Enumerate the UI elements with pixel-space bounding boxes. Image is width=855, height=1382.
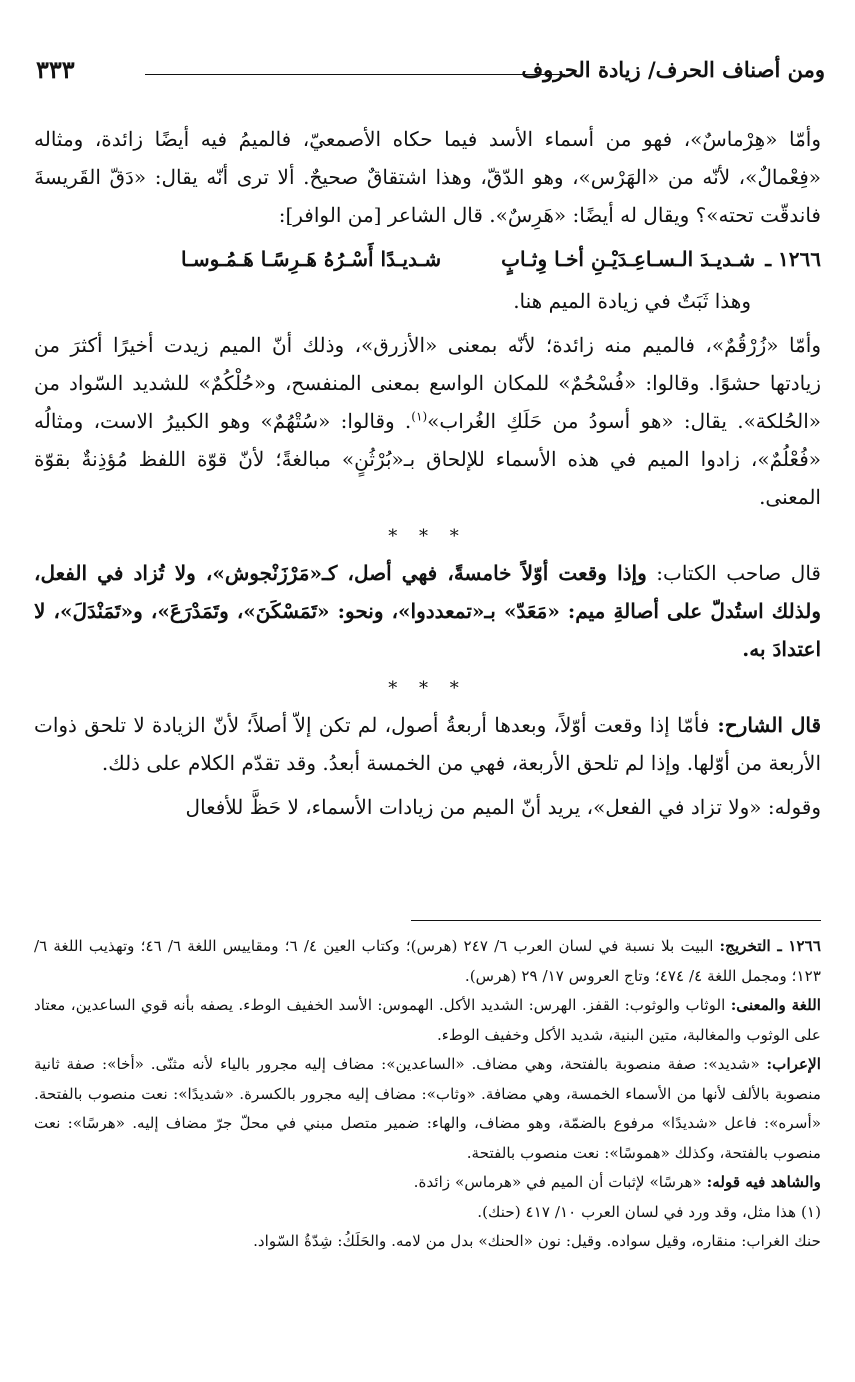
author-text: وإذا وقعت أوّلاً خامسةً، فهي أصل، كـ«مَرْزَنْجوش»، ولا تُزاد في الفعل، ولذلك استُدلّ على أصالةِ ميم: «مَعَدّ» بـ«تمعددوا»، ونحو: «تَمَسْكَنَ»، وتَمَدْرَعَ»، و«تَمَنْدَلَ»، لا اعتدادَ به. — [34, 561, 821, 661]
lugha-label: اللغة والمعنى: — [730, 996, 821, 1014]
verse-second-hemistich: شـديـدًا أَسْـرُهُ هَـرِسًـا هَـمُـوسـا — [180, 247, 442, 271]
section-divider-stars-2: * * * — [388, 678, 467, 699]
takhrij-label: ١٢٦٦ ـ التخريج: — [719, 937, 821, 955]
header-rule — [145, 74, 565, 75]
section-divider-stars: * * * — [388, 526, 467, 547]
shahid-text: «هرسًا» لإثبات أن الميم في «هرماس» زائدة. — [413, 1173, 707, 1191]
commentator-label: قال الشارح: — [709, 713, 822, 737]
verse-number: ١٢٦٦ ـ — [765, 247, 821, 271]
footnotes — [34, 932, 821, 1257]
paragraph-zurqum-text: وأمّا «زُرْقُمٌ»، فالميم منه زائدة؛ لأنّه بمعنى «الأزرق»، وذلك أنّ الميم زيدت أخيرًا أكثرَ من زيادتها حشوًا. وقالوا: «فُسْحُمٌ» للمكان الواسع بمعنى المنفسح، و«حُلْكُمٌ» للشديد السّواد من «الحُلكة». يقال: «هو أسودُ من حَلَكِ الغُراب» — [34, 333, 821, 433]
footnote-ref-1[interactable]: (١) — [411, 409, 428, 424]
page-number: ٣٣٣ — [36, 55, 75, 84]
verse-1266 — [34, 240, 821, 278]
paragraph-hirmas: وأمّا «هِرْماسٌ»، فهو من أسماء الأسد فيما حكاه الأصمعيّ، فالميمُ فيه أيضًا زائدة، ومثاله «فِعْمالٌ»، لأنّه من «الهَرْس»، وهو الدّقّ، وهذا اشتقاقٌ صحيحٌ. ألا ترى أنّه يقال: «دَقّ القَريسةَ فاندقّت تحته»؟ ويقال له أيضًا: «هَرِسٌ». قال الشاعر [من الوافر]: — [34, 127, 821, 227]
paragraph-author — [34, 554, 821, 668]
author-label: قال صاحب الكتاب: — [646, 561, 821, 585]
main-text — [34, 120, 821, 832]
paragraph-commentator — [34, 706, 821, 782]
verse-first-hemistich: شـديـدَ الـسـاعِـدَيْـنِ أخـا وِثـابٍ — [501, 247, 756, 271]
irab-label: الإعراب: — [766, 1055, 821, 1073]
paragraph-zurqum-text-cont: . وقالوا: «سُتْهُمٌ» وهو الكبيرُ الاست، ومثالُه «فُعْلُمٌ»، زادوا الميم في هذه الأسماء للإلحاق بـ«بُرْثُنٍ» مبالغةً؛ لأنّ قوّة اللفظ مُؤذِنةٌ بقوّة المعنى. — [34, 409, 821, 509]
footnote-shahid — [34, 1168, 821, 1198]
irab-text: «شديد»: صفة منصوبة بالفتحة، وهي مضاف. «الساعدين»: مضاف إليه مجرور بالياء لأنه مثنّى. «أخا»: صفة ثانية منصوبة بالألف لأنها من الأسماء الخمسة، وهي مضافة. «وثاب»: مضاف إليه مجرور بالكسرة. «شديدًا»: نعت منصوب بالفتحة. «أسره»: فاعل «شديدًا» مرفوع بالضمّة، وهو مضاف، والهاء: ضمير متصل مبني في محلّ جرّ مضاف إليه. «هرسًا»: نعت منصوب بالفتحة، وكذلك «هموسًا»: نعت منصوب بالفتحة. — [34, 1055, 821, 1162]
takhrij-text: البيت بلا نسبة في لسان العرب ٦/ ٢٤٧ (هرس)؛ وكتاب العين ٤/ ٦؛ ومقاييس اللغة ٦/ ٤٦؛ وتهذيب اللغة ٦/ ١٢٣؛ ومجمل اللغة ٤/ ٤٧٤؛ وتاج العروس ١٧/ ٢٩ (هرس). — [34, 937, 821, 985]
paragraph-zurqum — [34, 326, 821, 516]
shahid-label: والشاهد فيه قوله: — [706, 1173, 821, 1191]
running-title: ومن أصناف الحرف/ زيادة الحروف — [521, 57, 825, 82]
footnote-lugha — [34, 991, 821, 1050]
lugha-text: الوثاب والوثوب: القفز. الهرس: الشديد الأكل. الهموس: الأسد الخفيف الوطء. يصفه بأنه قوي الساعدين، معتاد على الوثوب والمغالبة، متين البنية، شديد الأكل وخفيف الوطء. — [34, 996, 821, 1044]
footnote-1-cont: حنك الغراب: منقاره، وقيل سواده. وقيل: نون «الحنك» بدل من لامه. والحَلَكُ: شِدّةُ السّواد. — [253, 1232, 821, 1250]
paragraph-verb-note: وقوله: «ولا تزاد في الفعل»، يريد أنّ الميم من زيادات الأسماء، لا حَظَّ للأفعال — [185, 795, 821, 819]
footnote-separator — [411, 920, 821, 921]
footnote-1: (١) هذا مثل، وقد ورد في لسان العرب ١٠/ ٤١٧ (حنك). — [477, 1202, 821, 1221]
footnote-irab — [34, 1050, 821, 1168]
commentator-text: فأمّا إذا وقعت أوّلاً، وبعدها أربعةُ أصول، لم تكن إلاّ أصلاً؛ لأنّ الزيادة لا تلحق ذوات الأربعة من أوّلها. وإذا لم تلحق الأربعة، فهي من الخمسة أبعدُ. وقد تقدّم الكلام على ذلك. — [34, 713, 821, 775]
page-header — [30, 55, 825, 89]
footnote-takhrij — [34, 932, 821, 991]
paragraph-evidence: وهذا ثَبَتٌ في زيادة الميم هنا. — [513, 289, 751, 313]
